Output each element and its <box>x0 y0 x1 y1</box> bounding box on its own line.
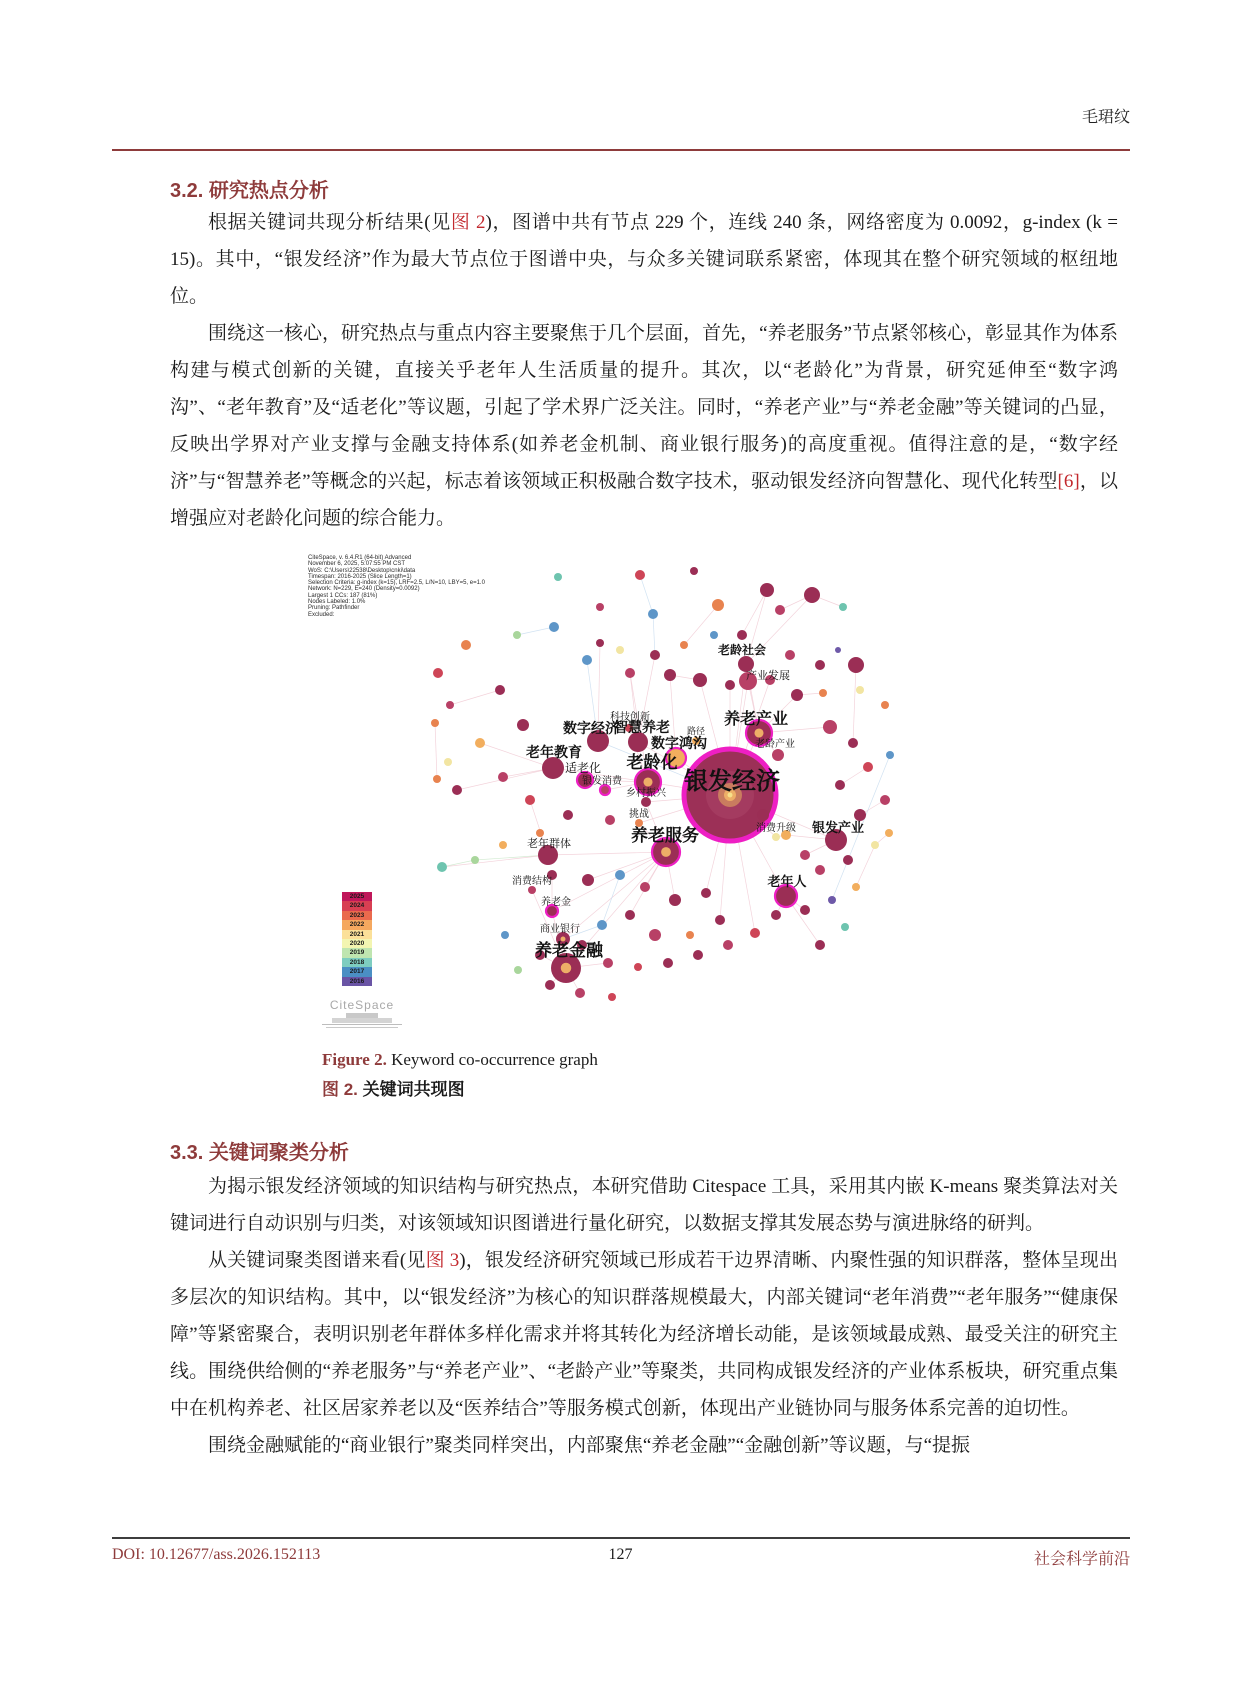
section-3-3-body <box>170 1168 1118 1464</box>
graph-node-minor <box>634 963 642 971</box>
graph-node-core <box>643 777 652 786</box>
graph-node-minor <box>635 570 645 580</box>
graph-node-minor <box>856 686 864 694</box>
graph-node-label: 银发产业 <box>811 820 865 835</box>
graph-node-minor <box>513 631 521 639</box>
graph-node-label: 消费升级 <box>756 823 796 834</box>
section-3-2-body <box>170 204 1118 537</box>
graph-node-minor <box>616 646 624 654</box>
graph-edge <box>442 855 548 867</box>
body-text: 围绕这一核心，研究热点与重点内容主要聚焦于几个层面，首先，“养老服务”节点紧邻核心，彰显其作为体系构建与模式创新的关键，直接关乎老年人生活质量的提升。其次，以“老龄化”为背景，研究延伸至“数字鸿沟”、“老年教育”及“适老化”等议题，引起了学术界广泛关注。同时，“养老产业”与“养老金融”等关键词的凸显，反映出学界对产业支撑与金融支持体系(如养老金机制、商业银行服务)的高度重视。值得注意的是，“数字经济”与“智慧养老”等概念的兴起，标志着该领域正积极融合数字技术，驱动银发经济向智慧化、现代化转型 <box>170 323 1118 492</box>
graph-node-minor <box>693 950 703 960</box>
graph-node-label: 消费结构 <box>512 876 552 887</box>
citespace-parameter-line: CiteSpace, v. 6.4.R1 (64-bit) Advanced <box>308 555 412 561</box>
figure-caption-zh-text: 关键词共现图 <box>357 1080 465 1099</box>
graph-node-minor <box>750 928 760 938</box>
graph-node-label: 产业发展 <box>746 670 790 682</box>
citespace-parameter-line: Largest 1 CCs: 187 (81%) <box>308 592 378 599</box>
body-text: 为揭示银发经济领域的知识结构与研究热点，本研究借助 Citespace 工具，采用其内嵌 K-means 聚类算法对关键词进行自动识别与归类，对该领域知识图谱进行量化研究，以数据支撑其发展态势与演进脉络的研判。 <box>170 1176 1118 1234</box>
graph-node-minor <box>475 738 485 748</box>
graph-node-minor <box>575 988 585 998</box>
legend-year-row: 2017 <box>342 967 372 976</box>
graph-node-minor <box>701 888 711 898</box>
graph-node-minor <box>881 701 889 709</box>
graph-node-minor <box>608 993 616 1001</box>
graph-node-minor <box>710 631 718 639</box>
graph-edge <box>602 875 620 925</box>
graph-node-minor <box>664 669 676 681</box>
footer-page-number: 127 <box>608 1546 633 1563</box>
footer-doi[interactable]: DOI: 10.12677/ass.2026.152113 <box>112 1546 321 1563</box>
graph-node-minor <box>433 668 443 678</box>
graph-node-minor <box>596 639 604 647</box>
graph-edge <box>435 723 437 779</box>
paragraph <box>170 1427 1118 1464</box>
body-text: )，图谱中共有节点 229 个，连线 240 条，网络密度为 0.0092，g-index (k = 15)。其中，“银发经济”作为最大节点位于图谱中央，与众多关键词联系紧密，体现其在整个研究领域的枢纽地位。 <box>170 212 1118 307</box>
citespace-parameter-line: Selection Criteria: g-index (k=15), LRF=2.5, L/N=10, LBY=5, e=1.0 <box>308 580 485 587</box>
graph-node-minor <box>712 599 724 611</box>
footer-rule <box>112 1537 1130 1539</box>
graph-node-minor <box>501 931 509 939</box>
graph-node-minor <box>852 883 860 891</box>
graph-node-minor <box>863 762 873 772</box>
footer-journal-name: 社会科学前沿 <box>1033 1551 1130 1568</box>
graph-node-label: 老年人 <box>767 874 807 889</box>
graph-node-label: 老龄产业 <box>755 739 795 750</box>
citespace-parameters <box>308 555 588 618</box>
figure-caption-zh-label: 图 2. <box>322 1080 358 1099</box>
graph-node-minor <box>597 920 607 930</box>
citespace-parameter-line: November 6, 2025, 5:07:55 PM CST <box>308 561 406 568</box>
graph-node-minor <box>693 673 707 687</box>
graph-node-minor <box>431 719 439 727</box>
graph-node-minor <box>461 640 471 650</box>
graph-node-minor <box>815 940 825 950</box>
graph-node-minor <box>640 882 650 892</box>
graph-node-minor <box>433 775 441 783</box>
graph-node-minor <box>791 689 803 701</box>
paragraph <box>170 315 1118 537</box>
legend-year-row: 2018 <box>342 958 372 967</box>
graph-node-minor <box>563 810 573 820</box>
graph-node-minor <box>828 896 836 904</box>
graph-node-minor <box>823 720 837 734</box>
graph-node-label: 养老产业 <box>723 711 789 728</box>
legend-year-row: 2019 <box>342 948 372 957</box>
graph-node-minor <box>815 660 825 670</box>
citespace-logo-text: CiteSpace <box>329 998 395 1012</box>
legend-year-row: 2020 <box>342 939 372 948</box>
graph-node-minor <box>499 841 507 849</box>
graph-node-label: 数字经济 <box>563 722 619 737</box>
cross-reference-link[interactable]: 图 2 <box>450 212 486 233</box>
graph-node-minor <box>663 958 673 968</box>
body-text: )，银发经济研究领域已形成若干边界清晰、内聚性强的知识群落，整体呈现出多层次的知识结构。其中，以“银发经济”为核心的知识群落规模最大，内部关键词“老年消费”“老年服务”“健康保障”等紧密聚合，表明识别老年群体多样化需求并将其转化为经济增长动能，是该领域最成熟、最受关注的研究主线。围绕供给侧的“养老服务”与“养老产业”、“老龄产业”等聚类，共同构成银发经济的产业体系板块，研究重点集中在机构养老、社区居家养老以及“医养结合”等服务模式创新，体现出产业链协同与服务体系完善的迫切性。 <box>170 1250 1118 1419</box>
legend-year-row: 2023 <box>342 911 372 920</box>
graph-node-minor <box>848 657 864 673</box>
legend-year-row: 2022 <box>342 920 372 929</box>
graph-node-minor <box>517 719 529 731</box>
graph-edge <box>684 605 718 645</box>
graph-edge <box>548 852 666 855</box>
graph-node-minor <box>843 855 853 865</box>
graph-node-minor <box>680 641 688 649</box>
graph-node-minor <box>771 910 781 920</box>
graph-node-minor <box>596 603 604 611</box>
graph-node-label: 银发经济 <box>684 769 780 795</box>
graph-node-minor <box>723 940 733 950</box>
graph-node-minor <box>446 701 454 709</box>
graph-edge <box>853 665 856 743</box>
graph-node-label: 老龄社会 <box>717 643 767 657</box>
citespace-parameter-line: Nodes Labeled: 1.0% <box>308 599 366 606</box>
graph-node-core <box>754 728 763 737</box>
graph-node-core <box>561 963 572 974</box>
graph-node-label: 养老服务 <box>631 826 699 845</box>
year-color-legend <box>342 892 372 986</box>
graph-edge <box>517 627 554 635</box>
citespace-watermark <box>322 998 402 1029</box>
graph-node-minor <box>498 772 508 782</box>
graph-node-minor <box>690 567 698 575</box>
graph-node <box>772 833 780 841</box>
graph-node-minor <box>452 785 462 795</box>
graph-node-minor <box>757 809 769 821</box>
graph-node-minor <box>514 966 522 974</box>
graph-edge <box>742 590 767 635</box>
graph-node-minor <box>648 609 658 619</box>
graph-node-minor <box>649 929 661 941</box>
citespace-parameter-line: Network: N=229, E=240 (Density=0.0092) <box>308 586 420 593</box>
graph-node-label: 银发消费 <box>582 776 622 787</box>
graph-node-minor <box>760 583 774 597</box>
graph-node-minor <box>785 650 795 660</box>
citespace-parameter-line: WoS: C:\Users\22538\Desktop\cnki\data <box>308 567 416 574</box>
graph-node-minor <box>686 931 694 939</box>
citespace-logo-icon <box>322 1013 402 1029</box>
figure-caption-en-text: Keyword co-occurrence graph <box>386 1050 598 1069</box>
graph-edge <box>450 690 500 705</box>
graph-node-minor <box>885 829 893 837</box>
legend-year-row: 2021 <box>342 930 372 939</box>
graph-node-label: 数字鸿沟 <box>651 737 707 752</box>
body-text: 从关键词聚类图谱来看(见 <box>208 1250 426 1271</box>
graph-node-label: 老年教育 <box>526 746 582 761</box>
graph-node-minor <box>715 915 725 925</box>
header-author: 毛珺纹 <box>1081 109 1130 126</box>
graph-node-minor <box>545 980 555 990</box>
graph-node <box>528 886 536 894</box>
graph-node-label: 养老金融 <box>535 941 603 960</box>
graph-node-minor <box>437 862 447 872</box>
graph-node-minor <box>880 795 890 805</box>
graph-node-label: 老年群体 <box>527 838 571 850</box>
body-text: ，以增强应对老龄化问题的综合能力。 <box>170 471 1118 529</box>
paragraph <box>170 1242 1118 1427</box>
graph-node-core <box>661 847 671 857</box>
graph-node-minor <box>603 958 613 968</box>
graph-node-minor <box>471 856 479 864</box>
graph-node-label: 智慧养老 <box>614 721 670 736</box>
graph-node-label: 养老金 <box>541 897 571 908</box>
graph-node-minor <box>605 815 615 825</box>
graph-node <box>772 749 784 761</box>
graph-node-minor <box>525 795 535 805</box>
graph-edge <box>856 845 875 887</box>
graph-node-minor <box>835 780 845 790</box>
citespace-parameter-line: Excluded: <box>308 611 335 618</box>
graph-node-minor <box>819 689 827 697</box>
graph-node-minor <box>615 870 625 880</box>
graph-node-minor <box>582 655 592 665</box>
citespace-parameter-line: Pruning: Pathfinder <box>308 605 360 612</box>
graph-node-label: 适老化 <box>564 761 602 775</box>
figure-caption-en-label: Figure 2. <box>322 1050 387 1069</box>
cross-reference-link[interactable]: 图 3 <box>425 1250 460 1271</box>
graph-node-minor <box>737 630 747 640</box>
graph-node-label: 挑战 <box>629 809 649 820</box>
graph-node-minor <box>800 850 810 860</box>
graph-node-minor <box>839 603 847 611</box>
graph-node-minor <box>886 751 894 759</box>
figure-caption-zh <box>322 1075 465 1100</box>
graph-node-minor <box>549 622 559 632</box>
graph-node-minor <box>841 923 849 931</box>
graph-edge <box>653 614 655 655</box>
footer <box>0 1546 1241 1572</box>
citespace-parameter-line: Timespan: 2016-2025 (Slice Length=1) <box>308 573 412 580</box>
graph-node-minor <box>625 910 635 920</box>
graph-node-minor <box>835 647 841 653</box>
graph-node-label: 路径 <box>686 726 706 736</box>
legend-year-row: 2016 <box>342 977 372 986</box>
section-heading-3-3: 3.3. 关键词聚类分析 <box>170 1142 349 1164</box>
graph-node-minor <box>800 905 810 915</box>
graph-node-minor <box>582 874 594 886</box>
graph-node-minor <box>669 894 681 906</box>
graph-node-label: 科技创新 <box>610 712 650 723</box>
paragraph <box>170 204 1118 315</box>
body-text: 围绕金融赋能的“商业银行”聚类同样突出，内部聚焦“养老金融”“金融创新”等议题，与“提振 <box>208 1435 971 1456</box>
figure-caption-en <box>322 1050 598 1070</box>
graph-node-label: 老龄化 <box>626 753 678 772</box>
graph-node-minor <box>871 841 879 849</box>
section-heading-3-2: 3.2. 研究热点分析 <box>170 180 329 202</box>
graph-edge <box>640 575 653 614</box>
graph-node-minor <box>725 680 735 690</box>
header-rule <box>112 149 1130 151</box>
paragraph <box>170 1168 1118 1242</box>
graph-node-minor <box>775 605 785 615</box>
graph-node-minor <box>444 758 452 766</box>
figure-2-keyword-cooccurrence <box>300 515 920 1045</box>
graph-node-label: 商业银行 <box>540 924 580 935</box>
graph-node-minor <box>804 587 820 603</box>
cross-reference-link[interactable]: [6] <box>1057 471 1080 492</box>
graph-node-minor <box>848 738 858 748</box>
graph-node-minor <box>625 668 635 678</box>
legend-year-row: 2025 <box>342 892 372 901</box>
legend-year-row: 2024 <box>342 901 372 910</box>
graph-node-minor <box>495 685 505 695</box>
graph-node-minor <box>650 650 660 660</box>
graph-node-minor <box>815 865 825 875</box>
graph-node-label: 乡村振兴 <box>626 788 666 799</box>
body-text: 根据关键词共现分析结果(见 <box>208 212 451 233</box>
graph-node-minor <box>536 829 544 837</box>
